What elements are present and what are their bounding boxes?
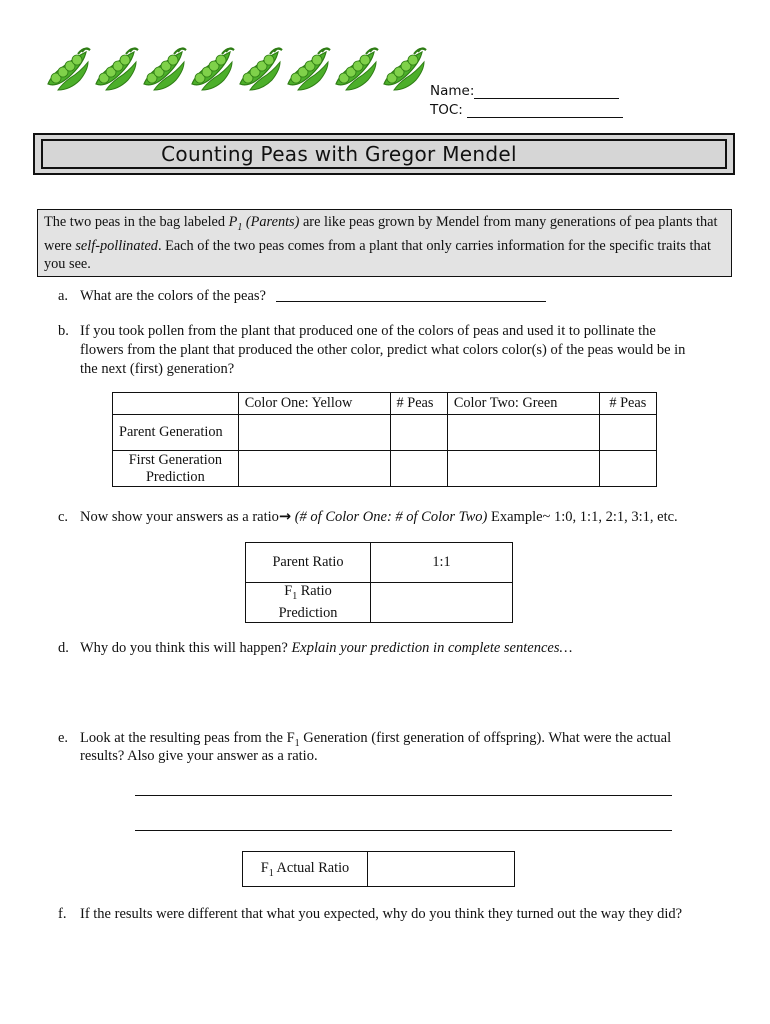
question-e-label: e. — [58, 730, 69, 746]
table1-cell[interactable] — [599, 451, 656, 487]
table1-header-empty — [113, 393, 239, 415]
pea-pod-icon — [48, 48, 90, 90]
table2-f1-ratio-label — [246, 583, 371, 623]
generation-table — [112, 392, 657, 487]
question-c-label: c. — [58, 509, 69, 525]
actual-ratio-table — [242, 851, 515, 887]
table3-actual-ratio-cell[interactable] — [368, 852, 515, 887]
pea-pod-icon — [144, 48, 186, 90]
pea-pods-decoration — [44, 44, 434, 94]
table1-header-color-one: Color One: Yellow — [238, 393, 390, 415]
table2-f1-prediction: Prediction — [278, 604, 338, 621]
table3-sub: 1 — [268, 867, 274, 879]
question-c-post: Example~ 1:0, 1:1, 2:1, 3:1, etc. — [487, 509, 678, 525]
table1-row2-l2: Prediction — [145, 468, 205, 485]
title-banner — [33, 133, 735, 175]
toc-label: TOC: — [430, 102, 463, 118]
table1-row-parent-label: Parent Generation — [113, 415, 239, 451]
intro-text-2: are like peas grown by Mendel from many generations of pea plants that were — [44, 214, 718, 254]
table2-f1-sub: 1 — [292, 590, 298, 602]
toc-field[interactable] — [467, 103, 623, 118]
pea-pod-icon — [336, 48, 378, 90]
table2-parent-ratio-label: Parent Ratio — [246, 543, 371, 583]
table2-f1-post: Ratio — [297, 583, 332, 599]
question-c-pre: Now show your answers as a ratio — [80, 509, 279, 525]
question-d-label: d. — [58, 640, 69, 656]
pea-pod-icon — [384, 48, 426, 90]
question-e-line2: results? Also give your answer as a ratio. — [80, 748, 318, 764]
question-b-line2: flowers from the plant that produced the other color, predict what colors color(s) of the peas would be in — [80, 342, 686, 358]
table1-header-peas-1: # Peas — [390, 393, 447, 415]
page-title: Counting Peas with Gregor Mendel — [161, 142, 517, 166]
question-a-label: a. — [58, 288, 69, 304]
table1-cell[interactable] — [447, 415, 599, 451]
question-f-label: f. — [58, 906, 67, 922]
question-e-post: Generation (first generation of offspring). What were the actual — [299, 730, 672, 746]
table1-cell[interactable] — [599, 415, 656, 451]
question-b-label: b. — [58, 323, 69, 339]
pea-pod-icon — [96, 48, 138, 90]
question-b-line3: the next (first) generation? — [80, 361, 235, 377]
table2-f1-ratio-cell[interactable] — [371, 583, 513, 623]
table1-cell[interactable] — [238, 415, 390, 451]
question-e-sub: 1 — [294, 737, 300, 749]
intro-text-3: . Each of the two peas comes from a plant that only carries information for the specific traits that you see. — [44, 237, 711, 272]
pea-pod-icon — [240, 48, 282, 90]
table3-f: F — [260, 859, 269, 876]
question-c-text — [80, 508, 678, 526]
intro-box — [37, 209, 732, 277]
table1-header-peas-2: # Peas — [599, 393, 656, 415]
table3-f1-actual-label — [243, 852, 368, 887]
table2-f1-f: F — [284, 583, 293, 599]
question-a-text: What are the colors of the peas? — [80, 288, 266, 304]
intro-p-sub: 1 — [237, 221, 243, 233]
question-d-italic: Explain your prediction in complete sentences… — [291, 640, 573, 656]
table1-cell[interactable] — [447, 451, 599, 487]
question-b-line1: If you took pollen from the plant that produced one of the colors of peas and used it to pollinate the — [80, 323, 656, 339]
pea-pod-icon — [192, 48, 234, 90]
table2-parent-ratio-value: 1:1 — [371, 543, 513, 583]
name-toc-block — [430, 80, 623, 118]
name-field[interactable] — [474, 84, 619, 99]
answer-line-2[interactable] — [135, 830, 672, 831]
question-d-main: Why do you think this will happen? — [80, 640, 292, 656]
table1-header-color-two: Color Two: Green — [447, 393, 599, 415]
intro-text-1: The two peas in the bag labeled — [44, 214, 229, 230]
answer-line-1[interactable] — [135, 795, 672, 796]
question-f-text: If the results were different that what you expected, why do you think they turned out the way they did? — [80, 906, 683, 922]
ratio-table — [245, 542, 513, 623]
table1-row-first-gen-label — [113, 451, 239, 487]
table1-row2-l1: First Generation — [128, 451, 222, 468]
intro-parents: (Parents) — [242, 214, 300, 230]
question-d-text — [80, 639, 572, 657]
table1-cell[interactable] — [390, 415, 447, 451]
name-label: Name: — [430, 83, 475, 99]
table1-cell[interactable] — [390, 451, 447, 487]
intro-self-pollinated: self-pollinated — [75, 237, 158, 254]
table3-post: Actual Ratio — [273, 859, 350, 876]
question-c-italic: (# of Color One: # of Color Two) — [291, 509, 488, 525]
pea-pod-icon — [288, 48, 330, 90]
intro-p-symbol: P — [228, 214, 238, 230]
arrow-right-icon: → — [278, 509, 292, 525]
question-a-answer-line[interactable] — [276, 301, 546, 302]
question-e-pre: Look at the resulting peas from the F — [80, 730, 295, 746]
table1-cell[interactable] — [238, 451, 390, 487]
